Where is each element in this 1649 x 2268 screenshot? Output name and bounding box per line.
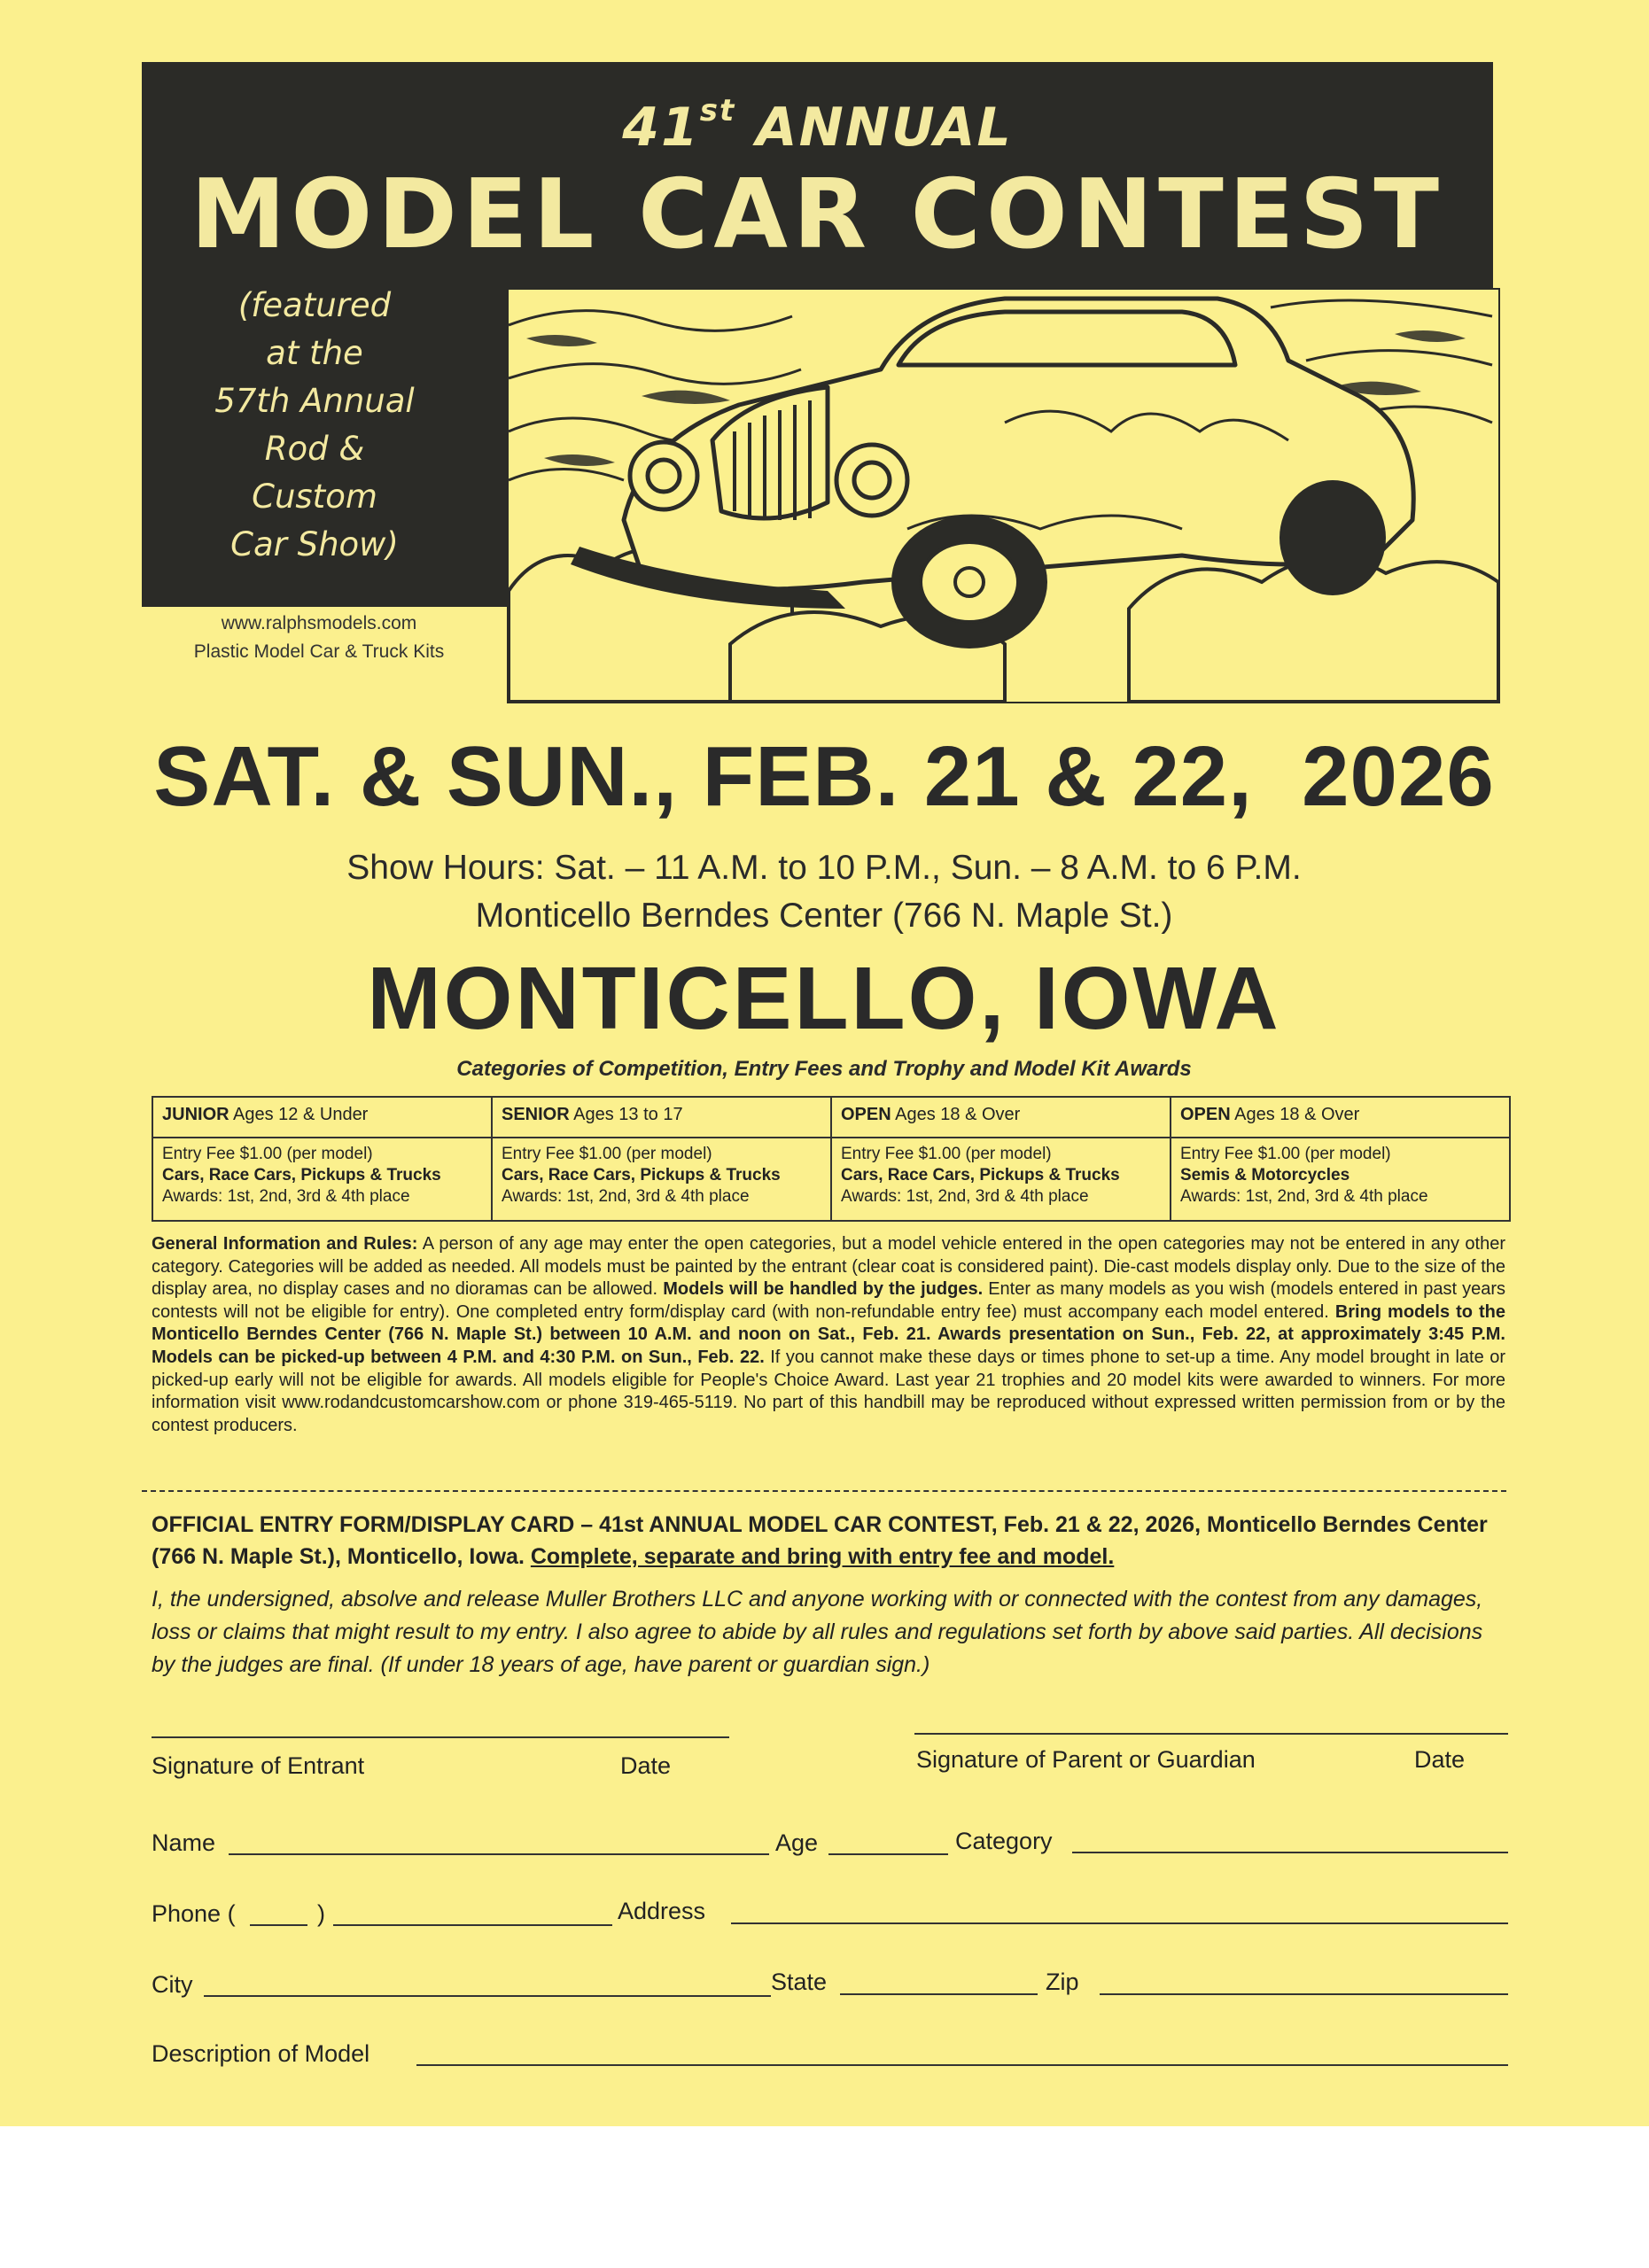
phone-paren-close: ) <box>317 1900 325 1927</box>
signature-entrant-label: Signature of Entrant <box>152 1752 365 1779</box>
category-header: SENIOR Ages 13 to 17 <box>493 1098 830 1138</box>
area-code-field[interactable] <box>250 1924 307 1926</box>
sponsor-tagline: Plastic Model Car & Truck Kits <box>193 641 445 662</box>
age-label: Age <box>775 1829 819 1856</box>
category-body: Entry Fee $1.00 (per model) Cars, Race Cars, Pickups & Trucks Awards: 1st, 2nd, 3rd & 4th place <box>841 1145 1120 1206</box>
contest-title: MODEL CAR CONTEST <box>190 159 1445 270</box>
entrant-signature-line[interactable] <box>152 1736 729 1738</box>
age-field[interactable] <box>828 1853 948 1855</box>
annual-heading: 41st ANNUAL <box>622 93 1013 159</box>
name-field[interactable] <box>229 1853 769 1855</box>
address-label: Address <box>618 1898 706 1924</box>
description-field[interactable] <box>416 2064 1508 2066</box>
category-column <box>493 1098 832 1220</box>
city-field[interactable] <box>204 1995 771 1997</box>
featured-note: (featured at the 57th Annual Rod & Custom Car Show) <box>214 286 415 563</box>
zip-label: Zip <box>1046 1969 1079 1995</box>
general-rules: General Information and Rules: A person of any age may enter the open categories, but a model vehicle entered in the open categories may not be entered in any other category. Categories will be added as needed. All models must be painted by the entrant (clear coat is considered paint). Die-cast models display only. Due to the size of the display area, no display cases and no dioramas can be allowed. Models will be handled by the judges. Enter as many models as you wish (models entered in past years contests will not be eligible for entry). One completed entry form/display card (with non-refundable entry fee) must accompany each model entered. Bring models to the Monticello Berndes Center (766 N. Maple St.) between 10 A.M. and noon on Sat., Feb. 21. Awards presentation on Sun., Feb. 22, at approximately 3:45 P.M. Models can be picked-up between 4 P.M. and 4:30 P.M. on Sun., Feb. 22. If you cannot make these days or times phone to set-up a time. Any model brought in late or picked-up early will not be eligible for awards. All models eligible for People's Choice Award. Last year 21 trophies and 20 model kits were awarded to winners. For more information visit www.rodandcustomcarshow.com or phone 319-465-5119. No part of this handbill may be reproduced without expressed written permission from or by the contest producers. <box>152 1234 1505 1435</box>
sponsor-website[interactable]: www.ralphsmodels.com <box>221 613 417 633</box>
categories-table <box>152 1096 1511 1222</box>
zip-field[interactable] <box>1100 1993 1508 1995</box>
show-hours: Show Hours: Sat. – 11 A.M. to 10 P.M., Sun. – 8 A.M. to 6 P.M. <box>346 849 1302 887</box>
sponsor-info <box>142 610 496 666</box>
name-label: Name <box>152 1829 216 1856</box>
category-body: Entry Fee $1.00 (per model) Cars, Race Cars, Pickups & Trucks Awards: 1st, 2nd, 3rd & 4th place <box>502 1145 781 1206</box>
hot-rod-illustration <box>507 288 1500 703</box>
category-column <box>832 1098 1171 1220</box>
event-dates: SAT. & SUN., FEB. 21 & 22, 2026 <box>153 729 1495 824</box>
category-column <box>153 1098 493 1220</box>
signature-parent-label: Signature of Parent or Guardian <box>916 1746 1256 1773</box>
category-column <box>1171 1098 1509 1220</box>
category-label: Category <box>955 1828 1053 1854</box>
category-header: OPEN Ages 18 & Over <box>1171 1098 1509 1138</box>
date-label: Date <box>1414 1746 1466 1773</box>
category-body: Entry Fee $1.00 (per model) Semis & Motorcycles Awards: 1st, 2nd, 3rd & 4th place <box>1180 1145 1428 1206</box>
category-field[interactable] <box>1072 1852 1508 1853</box>
phone-field[interactable] <box>333 1924 612 1926</box>
category-body: Entry Fee $1.00 (per model) Cars, Race Cars, Pickups & Trucks Awards: 1st, 2nd, 3rd & 4th place <box>162 1145 441 1206</box>
category-header: OPEN Ages 18 & Over <box>832 1098 1170 1138</box>
cut-line <box>142 1490 1506 1492</box>
state-label: State <box>771 1969 828 1995</box>
official-entry-heading: OFFICIAL ENTRY FORM/DISPLAY CARD – 41st ANNUAL MODEL CAR CONTEST, Feb. 21 & 22, 2026, Monticello Berndes Center (766 N. Maple St.), Monticello, Iowa. Complete, separate and bring with entry fee and model. <box>152 1512 1488 1569</box>
phone-label: Phone ( <box>152 1900 236 1927</box>
address-field[interactable] <box>731 1922 1508 1924</box>
release-statement: I, the undersigned, absolve and release Muller Brothers LLC and anyone working with or connected with the contest from any damages, loss or claims that might result to my entry. I also agree to abide by all rules and regulations set forth by above said parties. All decisions by the judges are final. (If under 18 years of age, have parent or guardian sign.) <box>152 1587 1483 1677</box>
category-header: JUNIOR Ages 12 & Under <box>153 1098 491 1138</box>
categories-heading: Categories of Competition, Entry Fees and Trophy and Model Kit Awards <box>456 1057 1192 1081</box>
description-label: Description of Model <box>152 2040 370 2067</box>
event-city: MONTICELLO, IOWA <box>367 949 1281 1048</box>
state-field[interactable] <box>840 1993 1038 1995</box>
date-label: Date <box>620 1752 672 1779</box>
parent-signature-line[interactable] <box>914 1733 1508 1735</box>
city-label: City <box>152 1971 193 1998</box>
venue: Monticello Berndes Center (766 N. Maple St.) <box>475 897 1173 935</box>
